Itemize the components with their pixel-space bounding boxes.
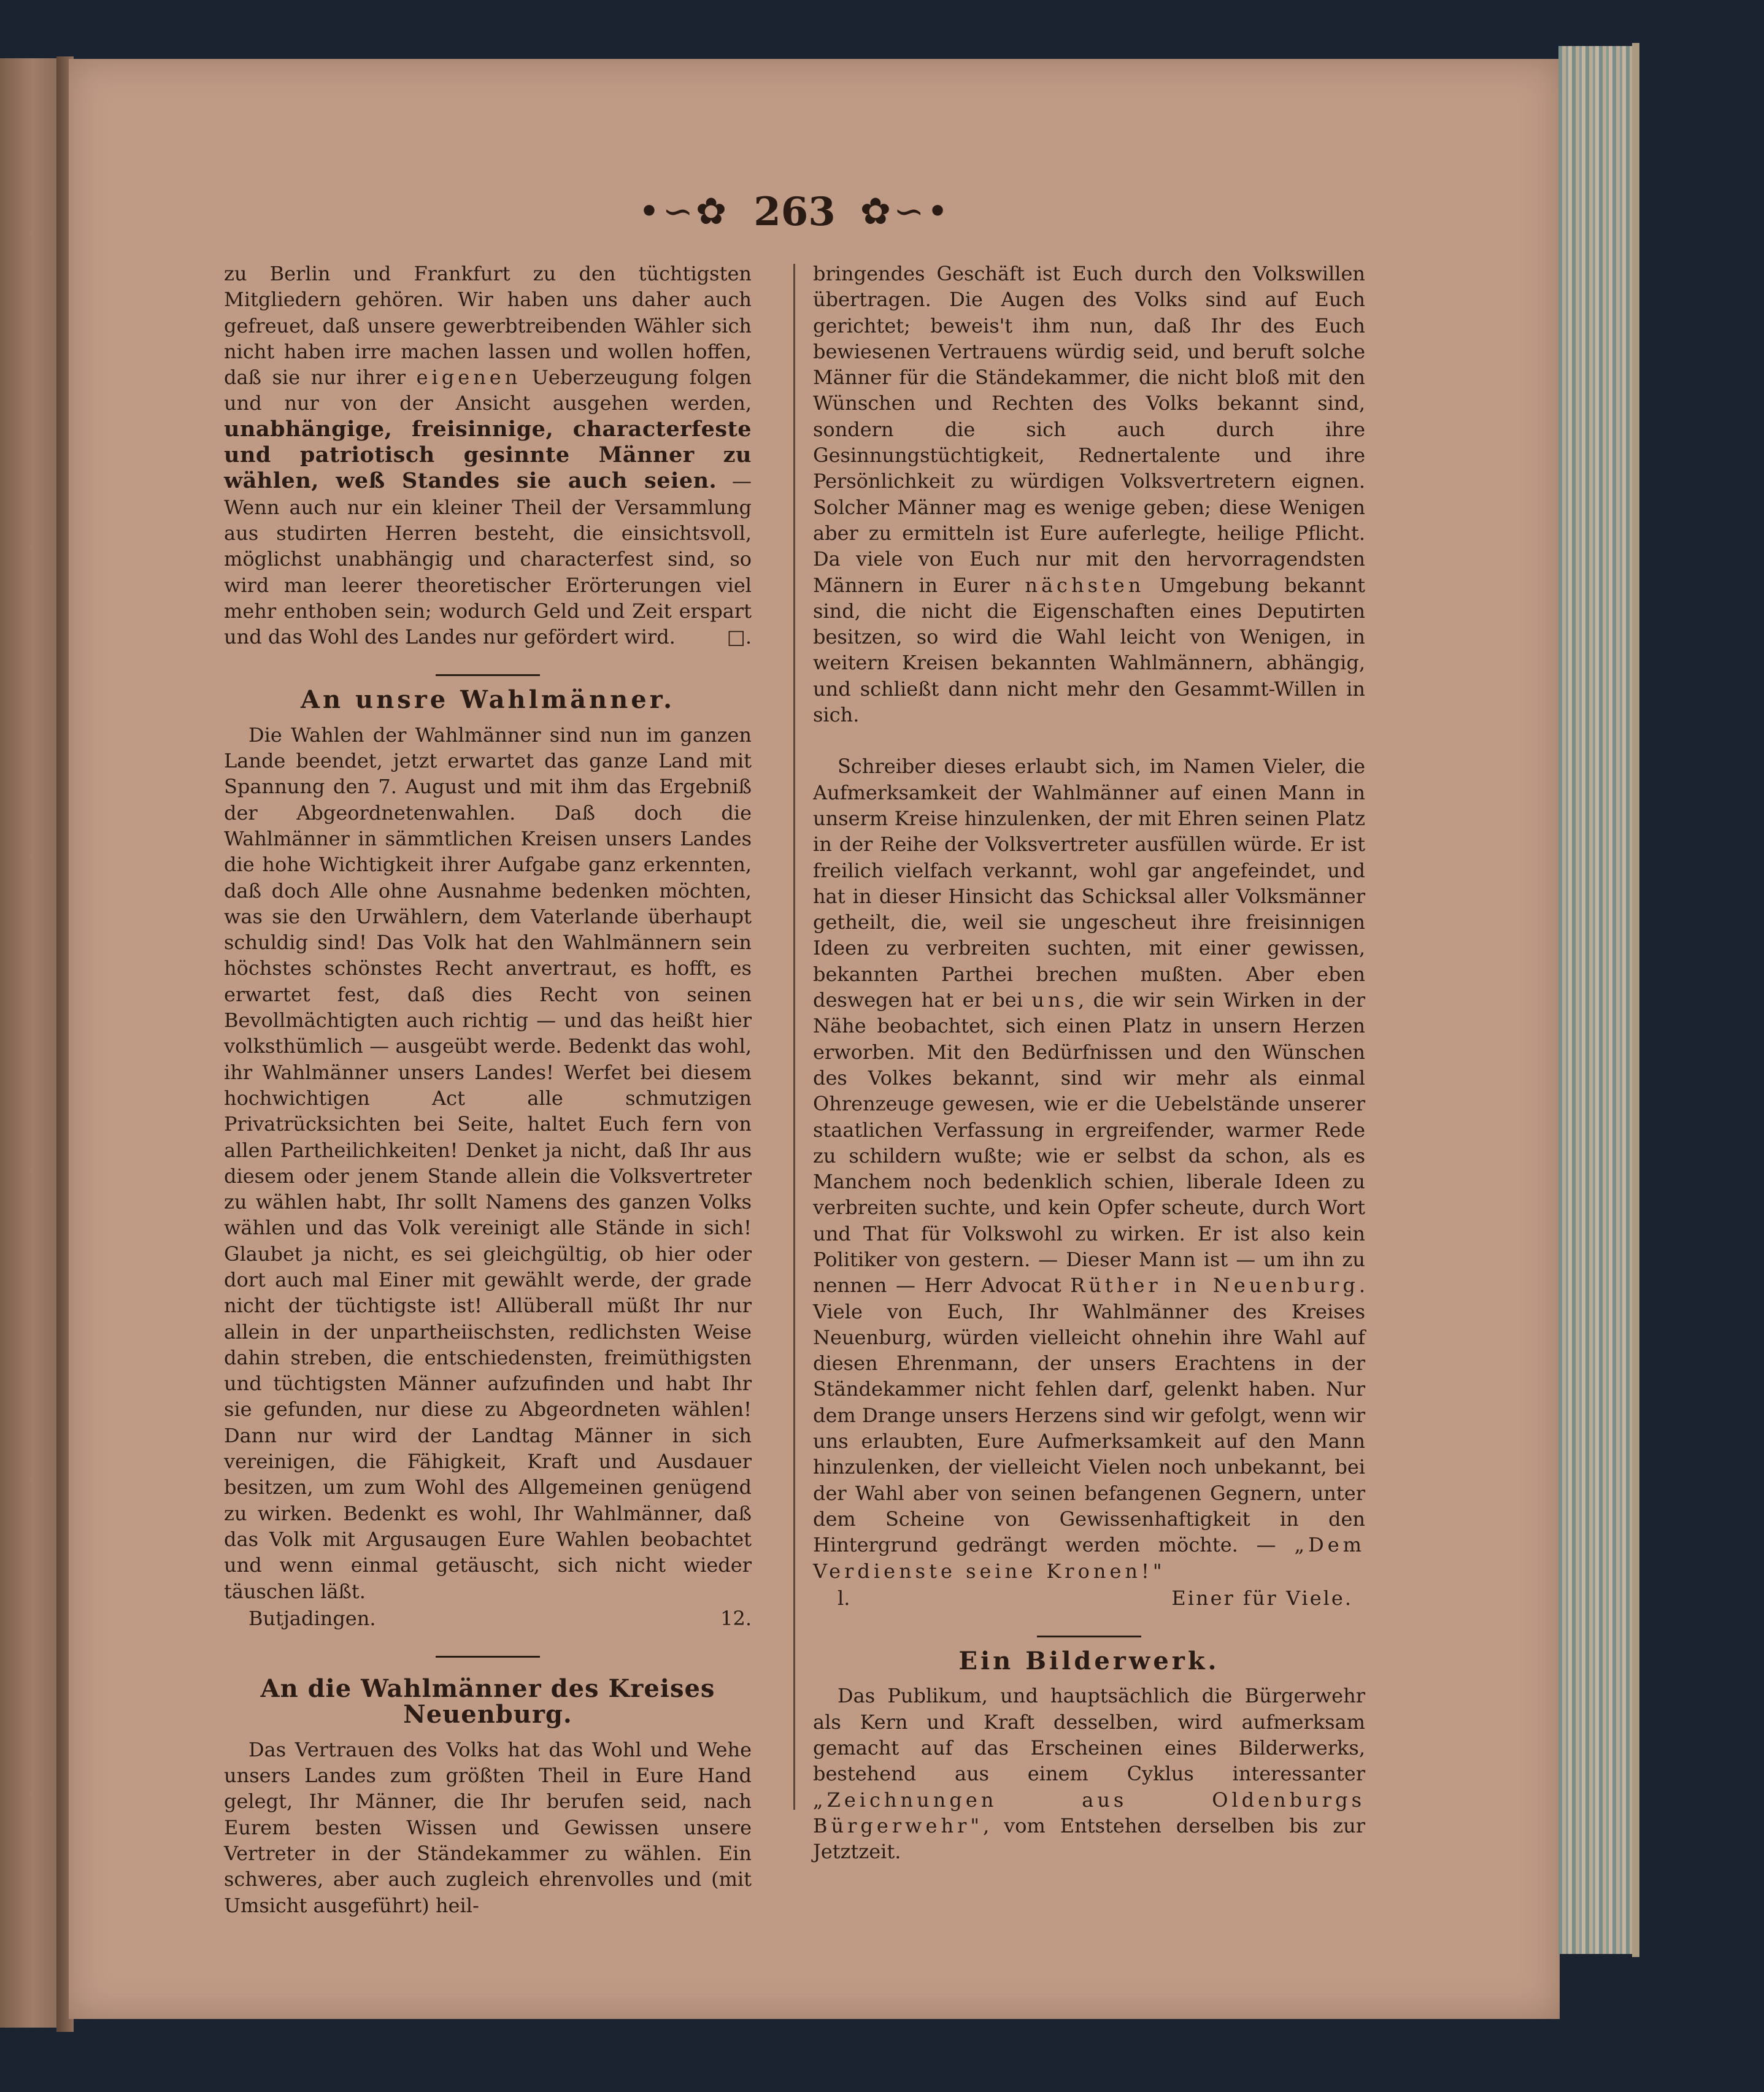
article-title-neuenburg: An die Wahlmänner des Kreises Neuenburg.: [260, 1674, 715, 1729]
emphasis-uns: uns: [1031, 988, 1079, 1012]
intro-text-2: Ueberzeugung folgen und nur von der Ansicht ausgehen werden,: [224, 366, 752, 415]
bilderwerk-title-quote: „Zeichnungen aus Oldenburgs Bürgerwehr": [813, 1788, 1365, 1837]
column-divider: [793, 264, 795, 1810]
text-run: , vom Entstehen derselben bis zur Jetztzeit.: [813, 1813, 1365, 1864]
left-column: [224, 261, 752, 1918]
article-title-wahlmaenner: An unsre Wahlmänner.: [301, 685, 675, 715]
section-rule: [1037, 1636, 1141, 1637]
page-header: [638, 184, 951, 239]
article-signature-line: [224, 1606, 752, 1631]
left-ornament: •∽✿: [638, 190, 730, 233]
text-run: . Viele von Euch, Ihr Wahlmänner des Kreises Neuenburg, würden vielleicht ohnehin ihre Wahl auf diesen Ehrenmann, der unsers Erachtens in der Ständekammer nicht fehlen darf, gelenkt haben. Nur dem Drange unsers Herzens sind wir gefolgt, wenn wir uns erlaubten, Eure Aufmerksamkeit auf den Mann hinzulenken, der vielleicht Vielen noch unbekannt, bei der Wahl aber von seinen befangenen Gegnern, unter dem Scheine von Gewissenhaftigkeit in den Hintergrund gedrängt werden möchte. —: [813, 1274, 1366, 1557]
intro-text-3: — Wenn auch nur ein kleiner Theil der Versammlung aus studirten Herren besteht, die einsichtsvoll, möglichst unabhängig und characterfest sind, so wird man leerer theoretischer Erörterungen viel mehr enthoben sein; wodurch Geld und Zeit erspart und das Wohl des Landes nur gefördert wird.: [224, 469, 752, 649]
text-run: , die wir sein Wirken in der Nähe beobachtet, sich einen Platz in unsern Herzen erworben. Mit den Bedürfnissen und den Wünschen des Volkes bekannt, sind wir mehr als einmal Ohrenzeuge gewesen, wie er die Uebelstände unserer staatlichen Verfassung in ergreifender, warmer Rede zu schildern wußte; wie er selbst da schon, als es Manchem noch bedenklich schien, liberale Ideen zu verbreiten suchte, und kein Opfer scheute, durch Wort und That für Volkswohl zu wirken. Er ist also kein Politiker von gestern. — Dieser Mann ist — um ihn zu nennen — Herr Advocat: [813, 988, 1366, 1298]
article-body-neuenburg-start: Das Vertrauen des Volks hat das Wohl und Wehe unsers Landes zum größten Theil in Eure Hand gelegt, Ihr Männer, die Ihr berufen seid, nach Eurem besten Wissen und Gewissen unsere Vertreter in der Ständekammer zu wählen. Ein schweres, aber auch zugleich ehrenvolles und (mit Umsicht ausgeführt) heil-: [224, 1737, 752, 1917]
emphasis-naechsten: nächsten: [1025, 573, 1145, 597]
right-ornament: ✿∽•: [860, 190, 951, 233]
intro-paragraph: [224, 261, 752, 650]
article-title-bilderwerk: Ein Bilderwerk.: [958, 1647, 1220, 1676]
right-column: [813, 261, 1365, 1865]
text-run: bringendes Geschäft ist Euch durch den Volkswillen übertragen. Die Augen des Volks sind auf Euch gerichtet; beweis't ihm nun, daß Ihr des Euch bewiesenen Vertrauens würdig seid, und beruft solche Männer für die Ständekammer, die nicht bloß mit den Wünschen und Rechten des Volks bekannt sind, sondern die sich auch durch ihre Gesinnungstüchtigkeit, Rednertalente und ihre Persönlichkeit zu würdigen Volksvertretern eignen. Solcher Männer mag es wenige geben; diese Wenigen aber zu ermitteln ist Eure auferlegte, heilige Pflicht. Da viele von Euch nur mit den hervorragendsten Männern in Eurer: [813, 262, 1365, 597]
article-body-wahlmaenner: Die Wahlen der Wahlmänner sind nun im ganzen Lande beendet, jetzt erwartet das ganze Land mit Spannung den 7. August und mit ihm das Ergebniß der Abgeordnetenwahlen. Daß doch die Wahlmänner in sämmtlichen Kreisen unsers Landes die hohe Wichtigkeit ihrer Aufgabe ganz erkennten, daß doch Alle ohne Ausnahme bedenken möchten, was sie den Urwählern, dem Vaterlande überhaupt schuldig sind! Das Volk hat den Wahlmännern sein höchstes schönstes Recht anvertraut, es hofft, es erwartet fest, daß dies Recht von seinen Bevollmächtigten auch richtig — und das heißt hier volksthümlich — ausgeübt werde. Bedenkt das wohl, ihr Wahlmänner unsers Landes! Werfet bei diesem hochwichtigen Act alle schmutzigen Privatrücksichten bei Seite, haltet Euch fern von allen Partheilichkeiten! Denket ja nicht, daß Ihr aus diesem oder jenem Stande allein die Volksvertreter zu wählen habt, Ihr sollt Namens des ganzen Volks wählen und das Volk vereinigt alle Stände in sich! Glaubet ja nicht, es sei gleichgültig, ob hier oder dort auch mal Einer mit gewählt werde, der grade nicht der tüchtigste ist! Allüberall müßt Ihr nur allein in der unpartheiischsten, redlichsten Weise dahin streben, die entschiedensten, freimüthigsten und tüchtigsten Männer aufzufinden und habt Ihr sie gefunden, nur diese zu Abgeordneten wählen! Dann nur wird der Landtag Männer in sich vereinigen, die Fähigkeit, Kraft und Ausdauer besitzen, um zum Wohl des Allgemeinen genügend zu wirken. Bedenkt es wohl, Ihr Wahlmänner, daß das Volk mit Argusaugen Eure Wahlen beobachtet und wenn einmal getäuscht, sich nicht wieder täuschen läßt.: [224, 723, 752, 1603]
signature-name: Einer für Viele.: [1171, 1586, 1353, 1610]
section-rule: [436, 674, 540, 676]
article-body-bilderwerk: [813, 1683, 1365, 1864]
section-rule: [436, 1656, 540, 1658]
intro-signature: □.: [726, 625, 752, 649]
article-signature-line: [813, 1585, 1365, 1611]
text-run: Das Publikum, und hauptsächlich die Bürgerwehr als Kern und Kraft desselben, wird aufmerksam gemacht auf das Erscheinen eines Bilderwerks, bestehend aus einem Cyklus interessanter: [813, 1684, 1365, 1786]
intro-text-1: zu Berlin und Frankfurt zu den tüchtigsten Mitgliedern gehören. Wir haben uns daher auch gefreuet, daß unsere gewerbtreibenden Wähler sich nicht haben irre machen lassen und wollen hoffen, daß sie nur ihrer: [224, 262, 752, 390]
stacked-page-edges: [1558, 46, 1638, 1954]
article-place: Butjadingen.: [248, 1606, 376, 1630]
text-run: Schreiber dieses erlaubt sich, im Namen Vieler, die Aufmerksamkeit der Wahlmänner auf einen Mann in unserm Kreise hinzulenken, der mit Ehren seinen Platz in der Reihe der Volksvertreter ausfüllen würde. Er ist freilich vielfach verkannt, wohl gar angefeindet, und hat in dieser Hinsicht das Schicksal aller Volksmänner getheilt, die, weil sie ungescheut ihre freisinnigen Ideen zu verbreiten suchten, mit einer gewissen, bekannten Parthei brechen mußten. Aber eben deswegen hat er bei: [813, 755, 1365, 1012]
article-number: 12.: [720, 1606, 752, 1630]
intro-bold-text: unabhängige, freisinnige, characterfeste und patriotisch gesinnte Männer zu wählen, weß Standes sie auch seien.: [224, 416, 752, 494]
signature-initial: l.: [838, 1586, 850, 1610]
page-number: 263: [753, 188, 836, 235]
candidate-name: Rüther in Neuenburg: [1070, 1274, 1359, 1298]
book-cover-edge: [1632, 43, 1639, 1957]
intro-emphasis-eigenen: eigenen: [416, 366, 522, 390]
left-page-edge: [0, 58, 58, 2028]
article-body-neuenburg-para2: [813, 753, 1365, 1584]
closing-quote: „Dem Verdienste seine Kronen!": [813, 1533, 1366, 1583]
text-run: Umgebung bekannt sind, die nicht die Eigenschaften eines Deputirten besitzen, so wird die Wahl leicht von Wenigen, in weitern Kreisen bekannten Wahlmännern, abhängig, und schließt dann nicht mehr den Gesammt-Willen in sich.: [813, 573, 1366, 727]
article-body-neuenburg-cont: [813, 261, 1365, 728]
